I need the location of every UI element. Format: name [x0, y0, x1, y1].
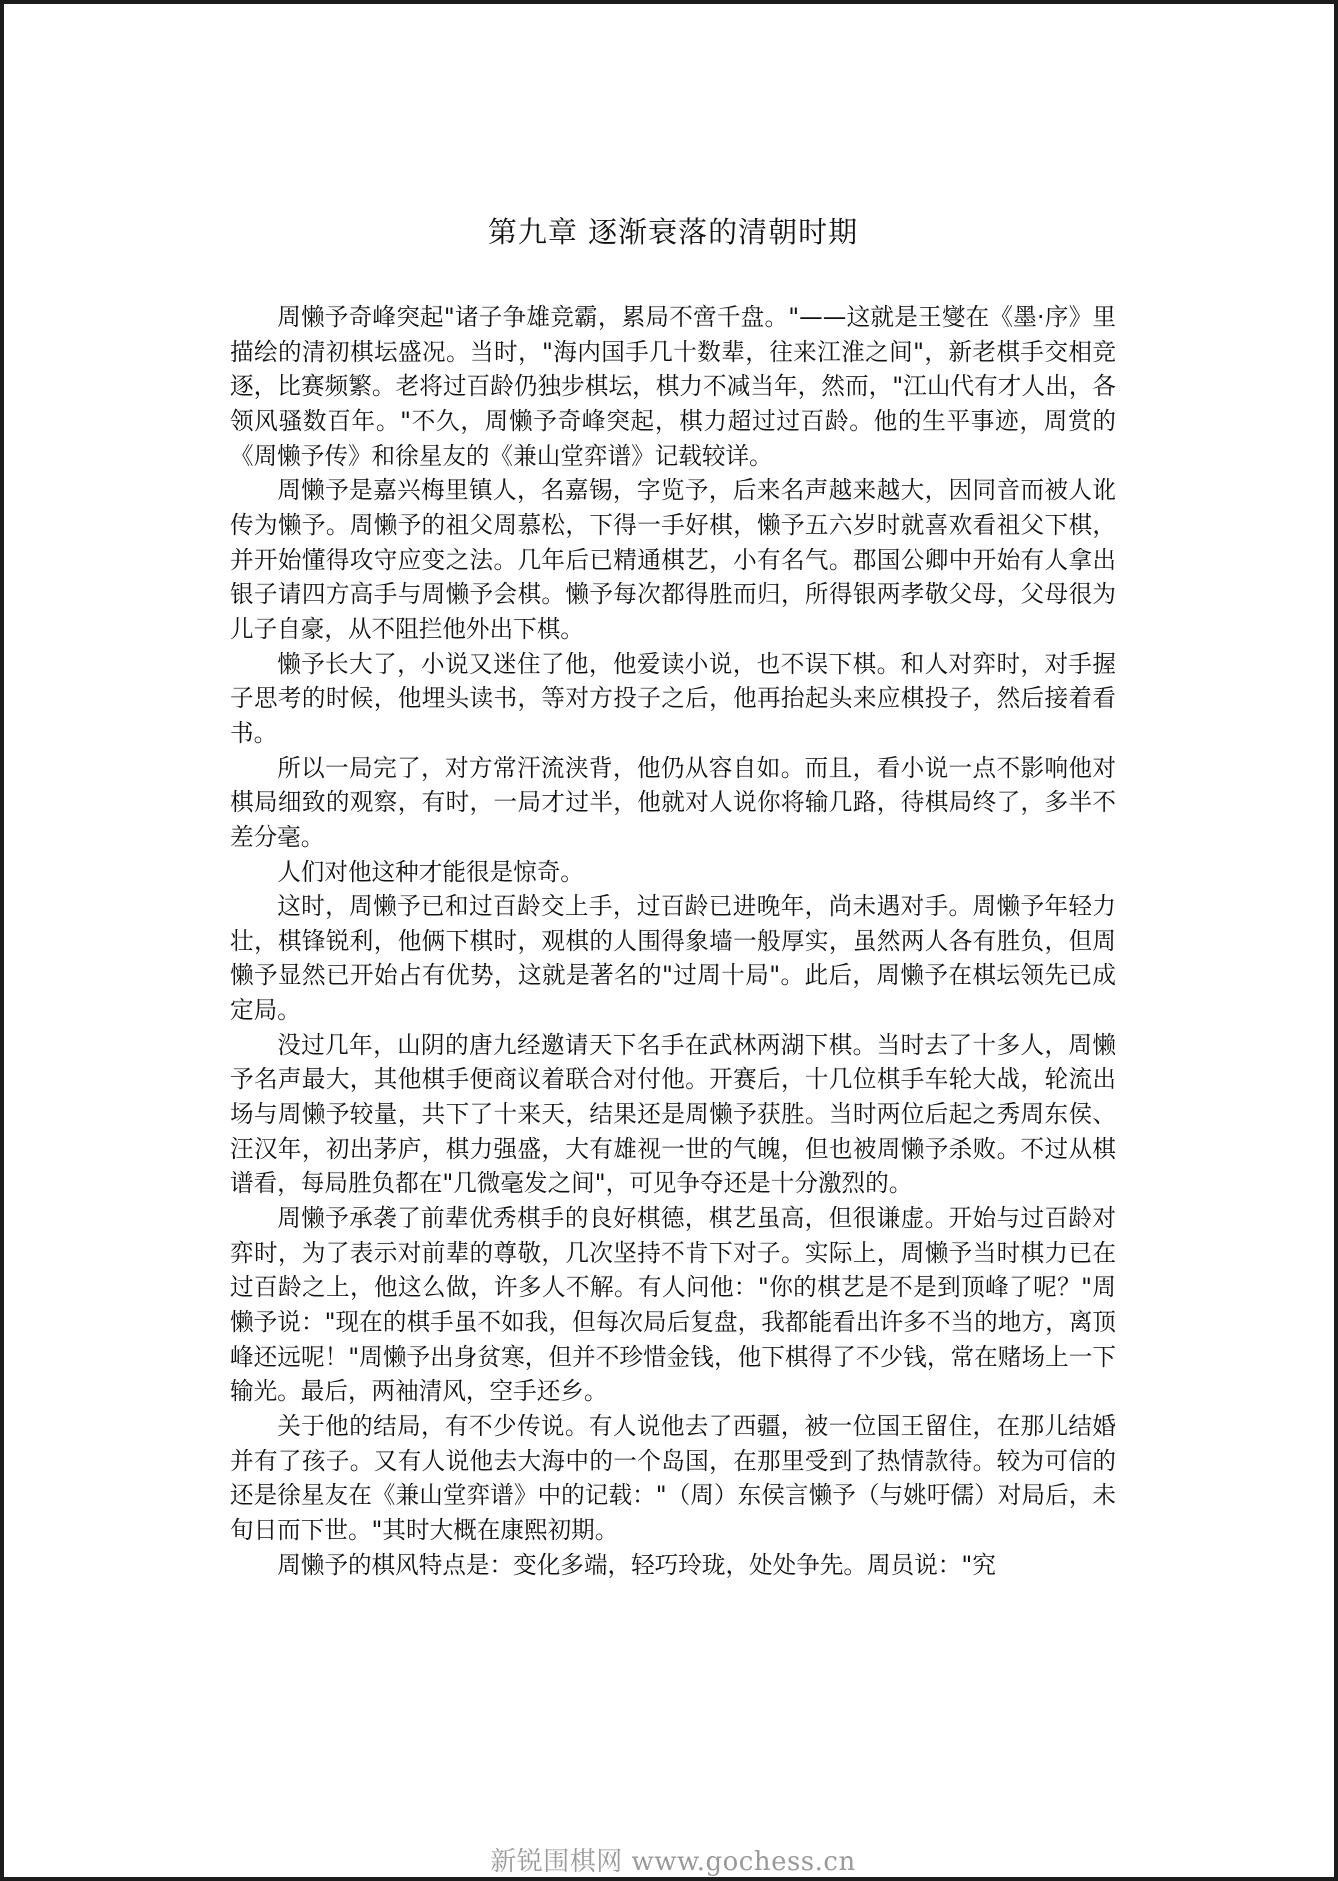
footer-watermark: 新锐围棋网 www.gochess.cn: [490, 1847, 856, 1877]
paragraph: 周懒予承袭了前辈优秀棋手的良好棋德，棋艺虽高，但很谦虚。开始与过百龄对弈时，为了表示对前辈的尊敬，几次坚持不肯下对子。实际上，周懒予当时棋力已在过百龄之上，他这么做，许多人不解。有人问他："你的棋艺是不是到顶峰了呢？"周懒予说："现在的棋手虽不如我，但每次局后复盘，我都能看出许多不当的地方，离顶峰还远呢！"周懒予出身贫寒，但并不珍惜金钱，他下棋得了不少钱，常在赌场上一下输光。最后，两袖清风，空手还乡。: [230, 1204, 1116, 1406]
paragraph: 周懒予奇峰突起"诸子争雄竞霸，累局不啻千盘。"——这就是王燮在《墨·序》里描绘的清初棋坛盛况。当时，"海内国手几十数辈，往来江淮之间"，新老棋手交相竞逐，比赛频繁。老将过百龄仍独步棋坛，棋力不减当年，然而，"江山代有才人出，各领风骚数百年。"不久，周懒予奇峰突起，棋力超过过百龄。他的生平事迹，周赏的《周懒予传》和徐星友的《兼山堂弈谱》记载较详。: [230, 303, 1116, 470]
paragraph: 懒予长大了，小说又迷住了他，他爱读小说，也不误下棋。和人对弈时，对手握子思考的时候，他埋头读书，等对方投子之后，他再抬起头来应棋投子，然后接着看书。: [230, 649, 1116, 747]
paragraph: 人们对他这种才能很是惊奇。: [277, 857, 584, 886]
paragraph: 周懒予的棋风特点是：变化多端，轻巧玲珑，处处争先。周员说："究: [277, 1550, 996, 1579]
paragraph: 周懒予是嘉兴梅里镇人，名嘉锡，字览予，后来名声越来越大，因同音而被人讹传为懒予。周懒予的祖父周慕松，下得一手好棋，懒予五六岁时就喜欢看祖父下棋，并开始懂得攻守应变之法。几年后已精通棋艺，小有名气。郡国公卿中开始有人拿出银子请四方高手与周懒予会棋。懒予每次都得胜而归，所得银两孝敬父母，父母很为儿子自豪，从不阻拦他外出下棋。: [230, 476, 1116, 643]
paragraph: 关于他的结局，有不少传说。有人说他去了西疆，被一位国王留住，在那儿结婚并有了孩子。又有人说他去大海中的一个岛国，在那里受到了热情款待。较为可信的还是徐星友在《兼山堂弈谱》中的记载："（周）东侯言懒予（与姚吁儒）对局后，未旬日而下世。"其时大概在康熙初期。: [230, 1412, 1116, 1544]
chapter-title: 第九章 逐渐衰落的清朝时期: [487, 215, 859, 249]
body-text: [230, 300, 1116, 1582]
paragraph: 所以一局完了，对方常汗流浃背，他仍从容自如。而且，看小说一点不影响他对棋局细致的观察，有时，一局才过半，他就对人说你将输几路，待棋局终了，多半不差分毫。: [230, 753, 1116, 851]
paragraph: 没过几年，山阴的唐九经邀请天下名手在武林两湖下棋。当时去了十多人，周懒予名声最大，其他棋手便商议着联合对付他。开赛后，十几位棋手车轮大战，轮流出场与周懒予较量，共下了十来天，结果还是周懒予获胜。当时两位后起之秀周东侯、汪汉年，初出茅庐，棋力强盛，大有雄视一世的气魄，但也被周懒予杀败。不过从棋谱看，每局胜负都在"几微毫发之间"，可见争夺还是十分激烈的。: [230, 1030, 1116, 1198]
paragraph: 这时，周懒予已和过百龄交上手，过百龄已进晚年，尚未遇对手。周懒予年轻力壮，棋锋锐利，他俩下棋时，观棋的人围得象墙一般厚实，虽然两人各有胜负，但周懒予显然已开始占有优势，这就是著名的"过周十局"。此后，周懒予在棋坛领先已成定局。: [230, 892, 1116, 1025]
